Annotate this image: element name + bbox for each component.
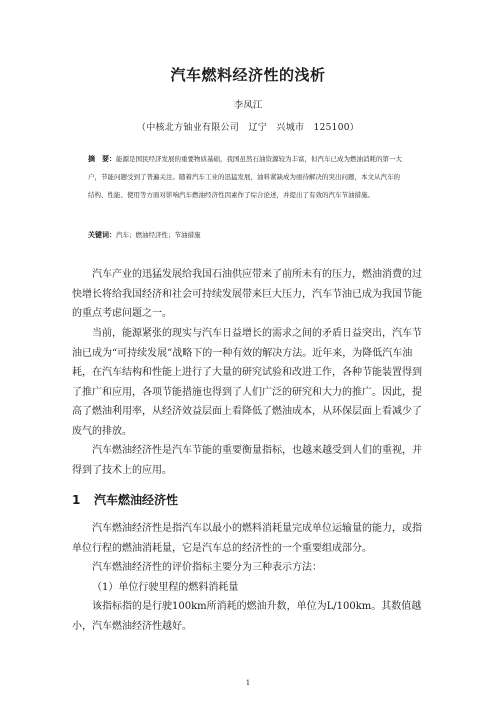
paragraph-text: 汽车燃油经济性是汽车节能的重要衡量指标，也越来越受到人们的重视，并得到了技术上的应用。: [72, 445, 422, 476]
abstract-label: 摘 要：: [88, 155, 116, 163]
abstract-text: 能源是国民经济发展的重要物质基础，我国虽然石油资源较为丰富，但汽车已成为燃油消耗的第一大户，节能问题受到了普遍关注。随着汽车工业的迅猛发展，油料紧缺成为亟待解决的突出问题，本文从汽车的结构、性能、使用等方面对影响汽车燃油经济性因素作了综合论述，并提出了有效的汽车节油措施。: [88, 155, 402, 199]
section-paragraph-2: [72, 558, 428, 578]
keywords-label: 关键词：: [88, 231, 116, 239]
paragraph-text: 汽车产业的迅猛发展给我国石油供应带来了前所未有的压力，燃油消费的过快增长将给我国经济和社会可持续发展带来巨大压力，汽车节油已成为我国节能的重点考虑问题之一。: [72, 269, 422, 319]
section-paragraph-1: [72, 519, 428, 558]
intro-paragraph-1: [72, 265, 428, 324]
section-heading: [72, 491, 178, 508]
paper-title: 汽车燃料经济性的浅析: [170, 66, 326, 84]
abstract: [88, 150, 406, 204]
page-number: 1: [245, 679, 251, 687]
paragraph-text: （1）单位行驶里程的燃料消耗量: [92, 582, 239, 593]
keywords: [88, 230, 406, 240]
section-paragraph-4: [72, 597, 428, 636]
paragraph-text: 当前，能源紧张的现实与汽车日益增长的需求之间的矛盾日益突出，汽车节油已成为“可持续发展”战略下的一种有效的解决方法。近年来，为降低汽车油耗，在汽车结构和性能上进行了大量的研究试验和改进工作，各种节能装置得到了推广和应用，各项节能措施也得到了人们广泛的研究和大力的推广。因此，提高了燃油利用率，从经济效益层面上看降低了燃油成本，从环保层面上看减少了废气的排放。: [72, 328, 422, 437]
section-title: 汽车燃油经济性: [94, 493, 179, 507]
section-number: 1: [72, 493, 81, 507]
author-affiliation: （中核北方铀业有限公司 辽宁 兴城市 125100）: [136, 123, 360, 133]
author-name: 李凤江: [233, 100, 263, 111]
intro-paragraph-3: [72, 441, 428, 480]
paragraph-text: 汽车燃油经济性的评价指标主要分为三种表示方法：: [92, 562, 322, 573]
paragraph-text: 汽车燃油经济性是指汽车以最小的燃料消耗量完成单位运输量的能力，或指单位行程的燃油消耗量，它是汽车总的经济性的一个重要组成部分。: [72, 523, 422, 554]
intro-paragraph-2: [72, 324, 428, 441]
section-paragraph-3: [72, 578, 428, 598]
paragraph-text: 该指标指的是行驶100km所消耗的燃油升数，单位为L/100km。其数值越小，汽车燃油经济性越好。: [72, 601, 422, 632]
keywords-text: 汽车；燃油经济性；节油措施: [116, 231, 201, 239]
